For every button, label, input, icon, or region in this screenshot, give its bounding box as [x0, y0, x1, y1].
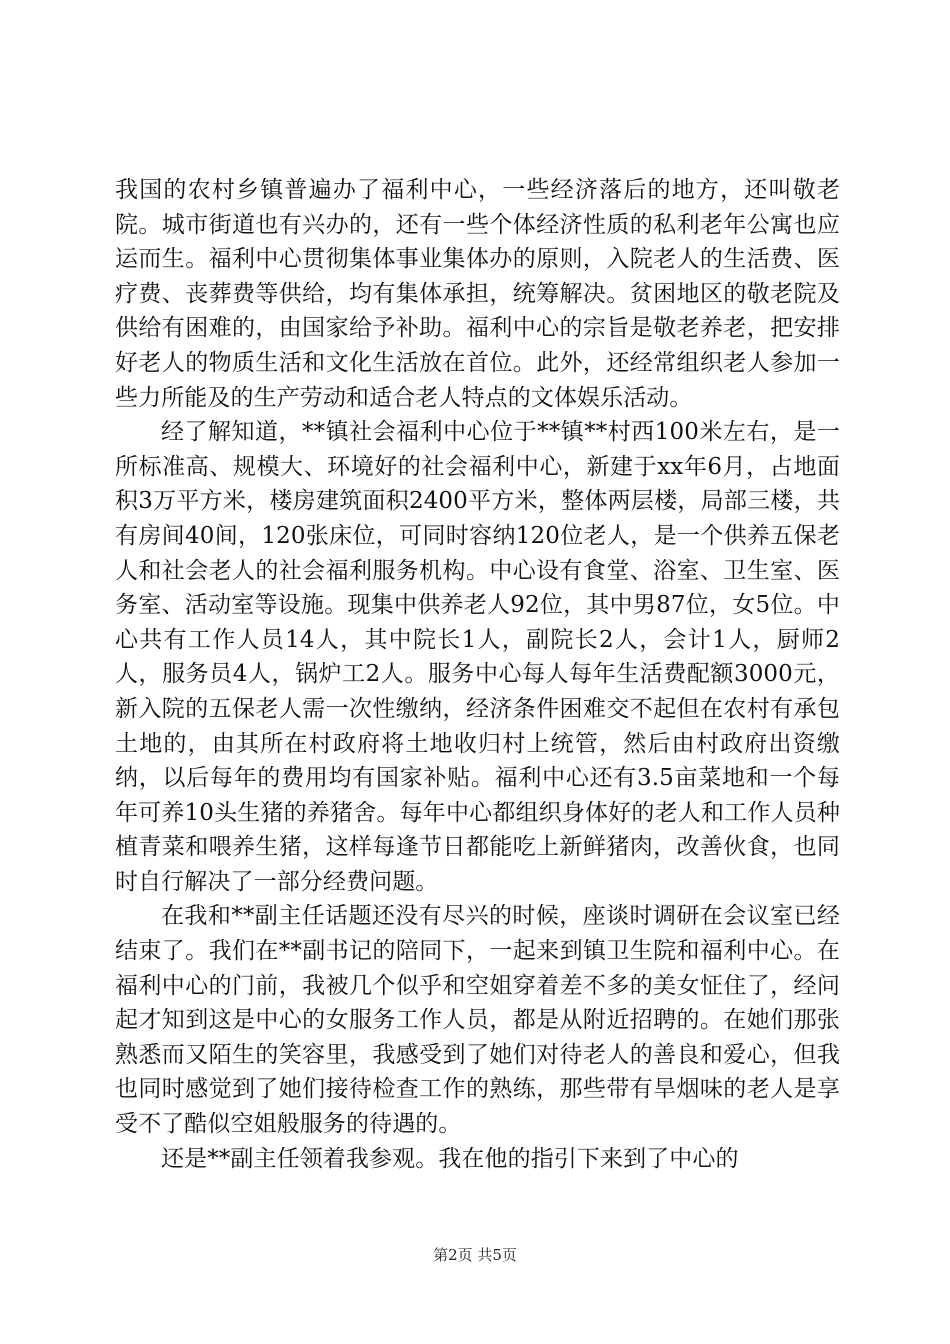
page-number-footer: 第2页 共5页	[433, 1246, 517, 1264]
paragraph-3: 在我和**副主任话题还没有尽兴的时候，座谈时调研在会议室已经结束了。我们在**副书记的陪同下，一起来到镇卫生院和福利中心。在福利中心的门前，我被几个似乎和空姐穿着差不多的美女怔住了，经问起才知到这是中心的女服务工作人员，都是从附近招聘的。在她们那张熟悉而又陌生的笑容里，我感受到了她们对待老人的善良和爱心，但我也同时感觉到了她们接待检查工作的熟练，那些带有旱烟味的老人是享受不了酷似空姐般服务的待遇的。	[115, 903, 840, 1138]
paragraph-2: 经了解知道，**镇社会福利中心位于**镇**村西100米左右，是一所标准高、规模大、环境好的社会福利中心，新建于xx年6月，占地面积3万平方米，楼房建筑面积2400平方米，整体两层楼，局部三楼，共有房间40间，120张床位，可同时容纳120位老人，是一个供养五保老人和社会老人的社会福利服务机构。中心设有食堂、浴室、卫生室、医务室、活动室等设施。现集中供养老人92位，其中男87位，女5位。中心共有工作人员14人，其中院长1人，副院长2人，会计1人，厨师2人，服务员4人，锅炉工2人。服务中心每人每年生活费配额3000元，新入院的五保老人需一次性缴纳，经济条件困难交不起但在农村有承包土地的，由其所在村政府将土地收归村上统管，然后由村政府出资缴纳，以后每年的费用均有国家补贴。福利中心还有3.5亩菜地和一个每年可养10头生猪的养猪舍。每年中心都组织身体好的老人和工作人员种植青菜和喂养生猪，这样每逢节日都能吃上新鲜猪肉，改善伙食，也同时自行解决了一部分经费问题。	[115, 419, 840, 895]
document-body	[115, 173, 840, 1176]
paragraph-4: 还是**副主任领着我参观。我在他的指引下来到了中心的	[161, 1145, 739, 1172]
paragraph-1: 我国的农村乡镇普遍办了福利中心，一些经济落后的地方，还叫敬老院。城市街道也有兴办的，还有一些个体经济性质的私利老年公寓也应运而生。福利中心贯彻集体事业集体办的原则，入院老人的生活费、医疗费、丧葬费等供给，均有集体承担，统筹解决。贫困地区的敬老院及供给有困难的，由国家给予补助。福利中心的宗旨是敬老养老，把安排好老人的物质生活和文化生活放在首位。此外，还经常组织老人参加一些力所能及的生产劳动和适合老人特点的文体娱乐活动。	[115, 177, 840, 411]
